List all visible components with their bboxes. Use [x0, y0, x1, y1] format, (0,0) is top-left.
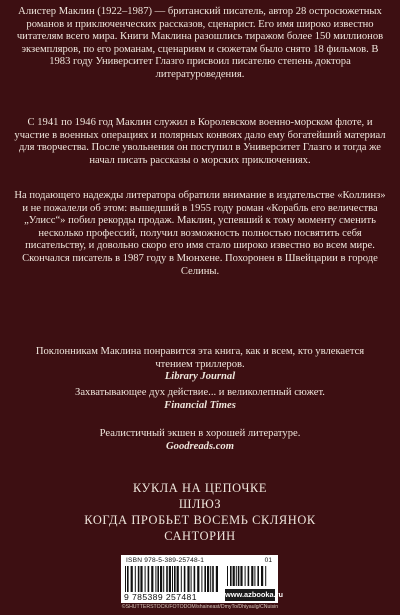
addon-bars [227, 566, 271, 586]
quote-text: Поклонникам Маклина понравится эта книга, как и всем, кто увлекается чтением триллеров. [35, 346, 365, 370]
barcode-bar [254, 566, 255, 586]
barcode-bar [172, 566, 173, 592]
barcode-bar [187, 566, 189, 592]
barcode-bar [160, 566, 162, 592]
barcode-bar [212, 566, 214, 592]
contents-list [0, 480, 400, 544]
author-bio-paragraph-3 [14, 190, 386, 278]
barcode-bar [174, 566, 176, 592]
author-bio-paragraph-2 [14, 117, 386, 167]
barcode-bar [248, 566, 250, 586]
barcode-bar [151, 566, 153, 592]
barcode-bar [169, 566, 171, 592]
author-bio-paragraph-1 [14, 6, 386, 82]
barcode-bar [265, 566, 266, 586]
barcode-bar [138, 566, 140, 592]
photo-credit: ©SHUTTERSTOCK/FOTODOM/shaineast/DmyTo/Dhiyaulg/CNuisin [121, 604, 279, 610]
isbn-addon: 01 [264, 557, 272, 564]
barcode-bar [236, 566, 237, 586]
contents-title: КОГДА ПРОБЬЕТ ВОСЕМЬ СКЛЯНОК [84, 513, 316, 527]
bio-text: С 1941 по 1946 год Маклин служил в Королевском военно-морском флоте, и участие в военных операциях и полярных конвоях дало ему богатейший материал для творчества. После увольнения он поступил в Университет Глазго и тогда же начал писать рассказы о морских приключениях. [14, 117, 386, 166]
barcode-bar [131, 566, 133, 592]
barcode-bar [125, 566, 126, 592]
quote-text: Захватывающее дух действие... и великолепный сюжет. [75, 387, 325, 398]
review-quote [20, 346, 380, 384]
bio-text: Алистер Маклин (1922–1987) — британский писатель, автор 28 остросюжетных романов и приключенческих рассказов, сценарист. Его имя широко известно читателям всего мира. Книги Маклина разошлись тиражом более 150 миллионов экземпляров, по его романам, сценариям и сюжетам было снято 18 фильмов. В 1983 году Университет Глазго присвоил писателю степень доктора литературоведения. [16, 6, 384, 80]
quote-source: Goodreads.com [166, 440, 234, 452]
barcode-digits: 9 785389 257481 [124, 592, 197, 602]
barcode-bar [177, 566, 179, 592]
barcode-bar [145, 566, 146, 592]
barcode-bar [233, 566, 235, 586]
barcode-bar [166, 566, 168, 592]
contents-title: ШЛЮЗ [178, 497, 222, 511]
barcode-bar [210, 566, 211, 592]
barcode-bars [125, 566, 221, 592]
barcode-bar [207, 566, 209, 592]
isbn-barcode [121, 555, 284, 603]
barcode-bar [191, 566, 192, 592]
barcode-bar [230, 566, 232, 586]
barcode-bar [140, 566, 142, 592]
isbn-label: ISBN 978-5-389-25748-1 [126, 557, 205, 564]
barcode-bar [163, 566, 164, 592]
barcode-bar [251, 566, 253, 586]
contents-title: САНТОРИН [164, 529, 236, 543]
barcode-bar [148, 566, 150, 592]
quote-text: Реалистичный экшен в хорошей литературе. [99, 428, 301, 439]
barcode-bar [135, 566, 136, 592]
barcode-bar [155, 566, 156, 592]
bio-text: На подающего надежды литератора обратили внимание в издательстве «Коллинз» и не пожалели об этом: вышедший в 1955 году роман «Корабль его величества „Улисс“» побил рекорды продаж. Маклин, успевший к тому моменту сменить несколько профессий, получил возможность полностью посвятить себя писательству, и довольно скоро его имя стало широко известно во всем мире. Скончался писатель в 1987 году в Мюнхене. Похоронен в Швейцарии в городе Селины. [14, 190, 386, 277]
barcode-bar [181, 566, 182, 592]
barcode-bar [257, 566, 259, 586]
barcode-bar [197, 566, 199, 592]
barcode-bar [204, 566, 206, 592]
publisher-website: www.azbooka.ru [225, 590, 284, 599]
barcode-bar [201, 566, 202, 592]
review-quote [20, 428, 380, 453]
barcode-bar [157, 566, 159, 592]
barcode-bar [216, 566, 218, 592]
barcode-bar [227, 566, 228, 586]
quote-source: Financial Times [164, 399, 236, 411]
barcode-bar [238, 566, 240, 586]
barcode-bar [245, 566, 246, 586]
quote-source: Library Journal [164, 371, 236, 383]
barcode-bar [184, 566, 186, 592]
barcode-bar [240, 566, 242, 586]
barcode-bar [127, 566, 129, 592]
barcode-bar [261, 566, 263, 586]
review-quote [20, 387, 380, 412]
barcode-bar [194, 566, 196, 592]
contents-title: КУКЛА НА ЦЕПОЧКЕ [132, 481, 268, 495]
